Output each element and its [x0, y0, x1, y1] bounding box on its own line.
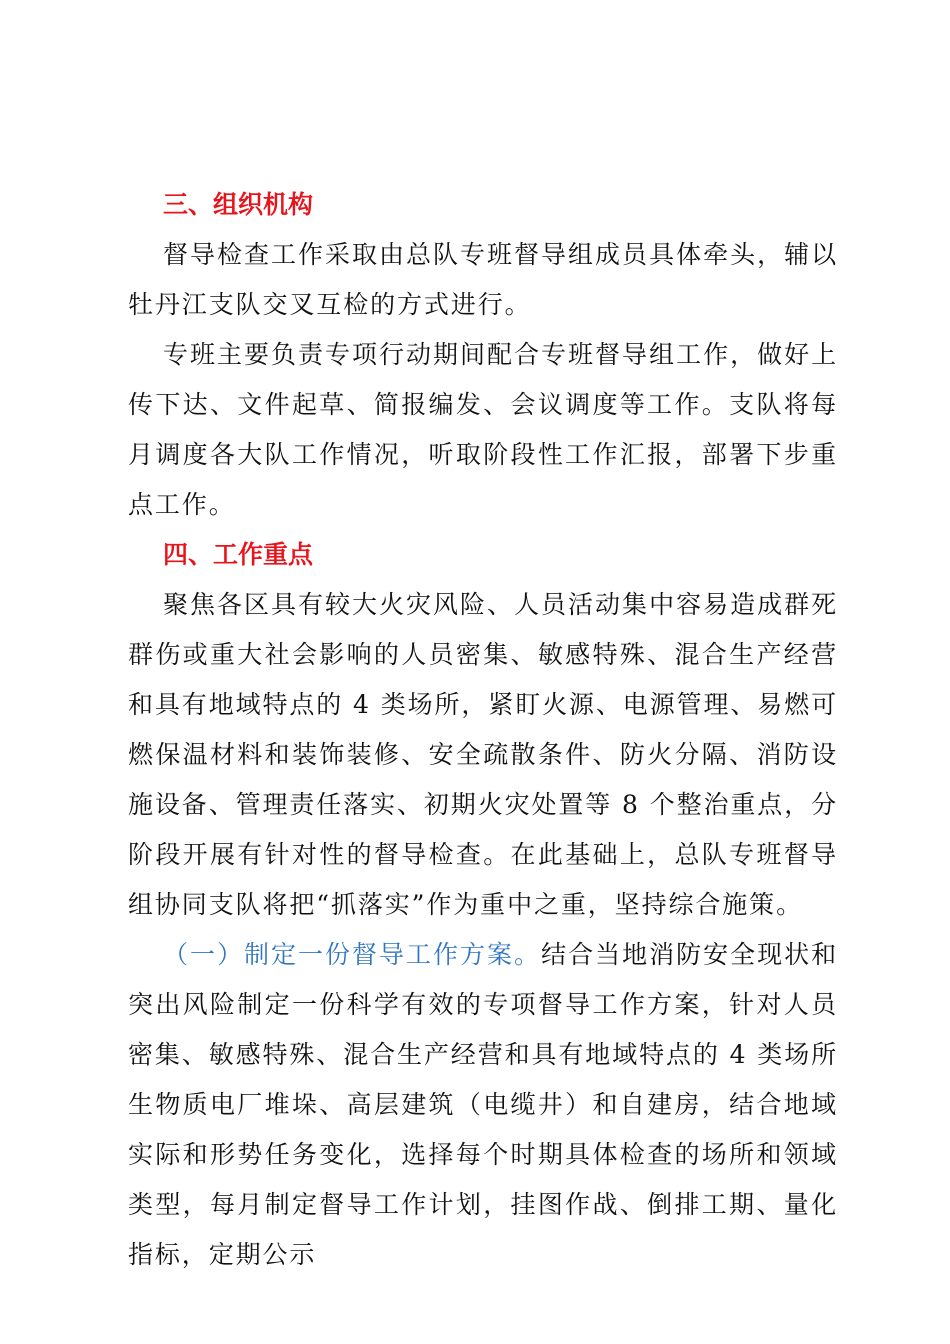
- subsection-body: 结合当地消防安全现状和突出风险制定一份科学有效的专项督导工作方案，针对人员密集、敏感特殊、混合生产经营和具有地域特点的 4 类场所生物质电厂堆垛、高层建筑（电缆井）和自建房，结合地域实际和形势任务变化，选择每个时期具体检查的场所和领域类型，每月制定督导工作计划，挂图作战、倒排工期、量化指标，定期公示: [128, 940, 839, 1269]
- paragraph-work-focus: 聚焦各区具有较大火灾风险、人员活动集中容易造成群死群伤或重大社会影响的人员密集、敏感特殊、混合生产经营和具有地域特点的 4 类场所，紧盯火源、电源管理、易燃可燃保温材料和装饰装修、安全疏散条件、防火分隔、消防设施设备、管理责任落实、初期火灾处置等 8 个整治重点，分阶段开展有针对性的督导检查。在此基础上，总队专班督导组协同支队将把“抓落实”作为重中之重，坚持综合施策。: [128, 590, 839, 919]
- subsection-paragraph: [128, 930, 838, 1280]
- subsection-heading: （一）制定一份督导工作方案。: [163, 940, 542, 969]
- document-body: [128, 180, 838, 1280]
- paragraph-task-force-duties: 专班主要负责专项行动期间配合专班督导组工作，做好上传下达、文件起草、简报编发、会议调度等工作。支队将每月调度各大队工作情况，听取阶段性工作汇报，部署下步重点工作。: [128, 340, 838, 519]
- section-heading-work-focus: 四、工作重点: [163, 540, 314, 569]
- section-heading-organization: 三、组织机构: [163, 190, 314, 219]
- paragraph-supervision-method: 督导检查工作采取由总队专班督导组成员具体牵头，辅以牡丹江支队交叉互检的方式进行。: [128, 240, 838, 319]
